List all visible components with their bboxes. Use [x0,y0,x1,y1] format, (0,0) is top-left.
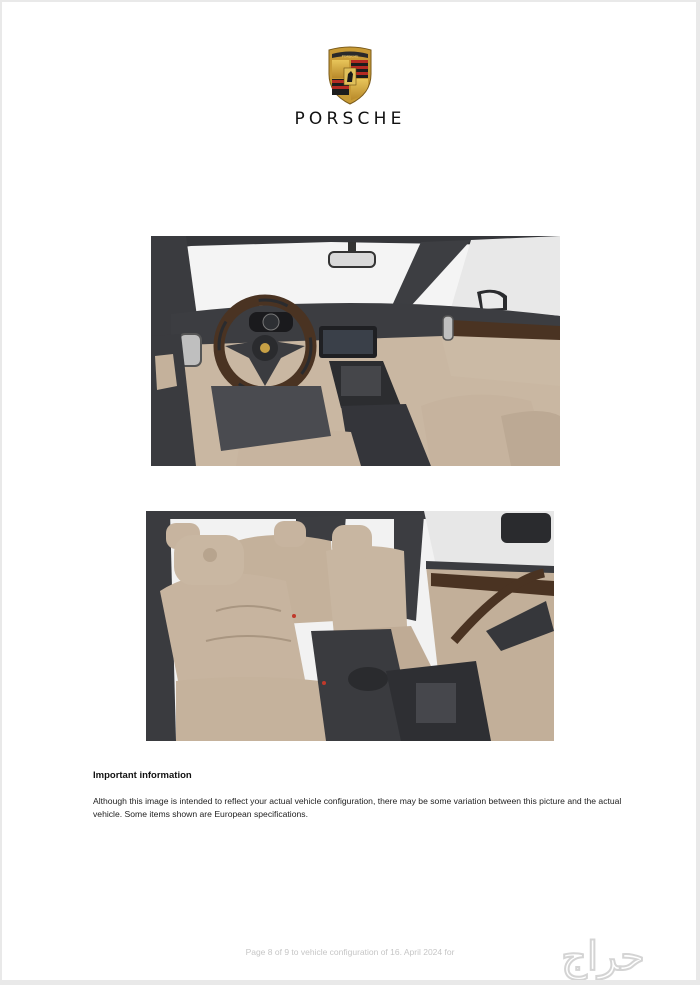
page-footer: Page 8 of 9 to vehicle configuration of 16. April 2024 for [245,947,455,957]
haraj-watermark-icon [524,934,682,980]
porsche-crest-icon [325,44,375,106]
svg-text:حراج: حراج [561,934,645,980]
document-page [2,2,696,980]
porsche-wordmark: PORSCHE [294,109,406,129]
interior-dashboard-photo [151,236,560,466]
important-info-title: Important information [93,770,192,781]
interior-seats-photo [146,511,554,741]
svg-text:PORSCHE: PORSCHE [341,54,359,59]
important-info-body: Although this image is intended to reflect your actual vehicle configuration, there may be some variation between this picture and the actual vehicle. Some items shown are European specifications. [93,796,622,819]
